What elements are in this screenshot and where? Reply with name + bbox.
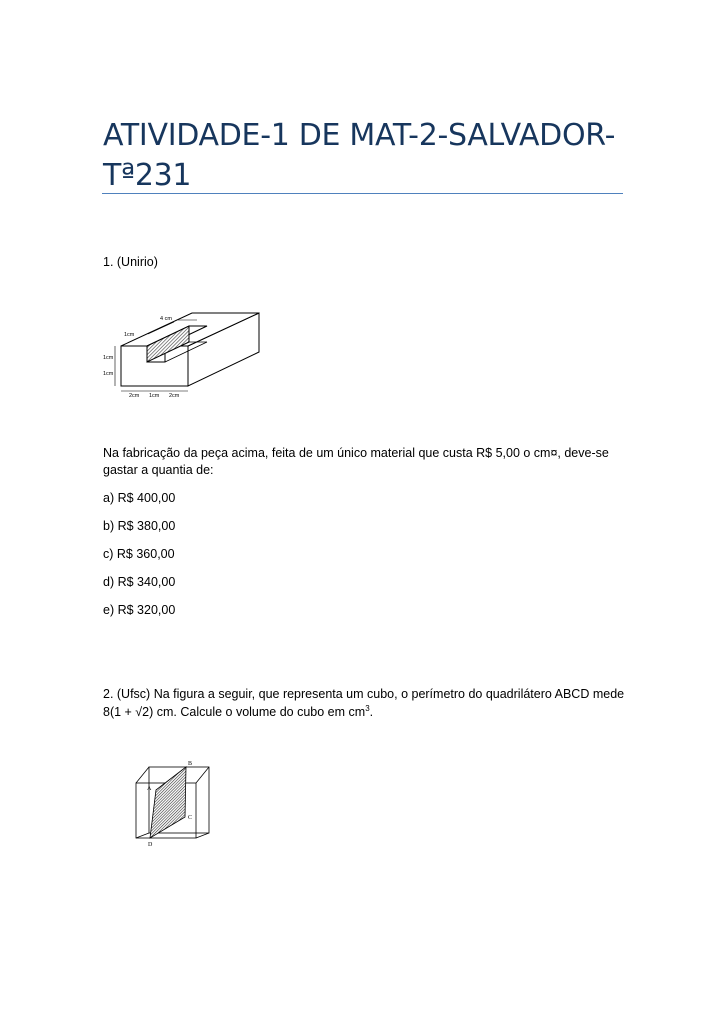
q1-option-c: c) R$ 360,00 bbox=[103, 547, 175, 561]
q1-label-height-lower: 1cm bbox=[103, 371, 114, 377]
title-underline bbox=[102, 193, 623, 194]
q1-label-base-right: 2cm bbox=[169, 393, 180, 399]
q2-statement-text: 8(1 + √2) cm. Calcule o volume do cubo em cm bbox=[103, 705, 366, 719]
q2-label-b: B bbox=[188, 761, 193, 767]
q1-figure-block bbox=[103, 308, 267, 400]
q1-label-base-mid: 1cm bbox=[149, 393, 160, 399]
q2-statement-line2 bbox=[103, 703, 373, 721]
q1-label-base-left: 2cm bbox=[129, 393, 140, 399]
q2-statement-end: . bbox=[369, 705, 374, 719]
q2-label-d: D bbox=[148, 842, 153, 848]
q1-label-depth: 1cm bbox=[124, 332, 135, 338]
q1-header: 1. (Unirio) bbox=[103, 255, 158, 269]
q2-statement-line1: 2. (Ufsc) Na figura a seguir, que representa um cubo, o perímetro do quadrilátero ABCD mede bbox=[103, 687, 625, 701]
q1-label-top: 4 cm bbox=[160, 316, 172, 322]
q1-option-e: e) R$ 320,00 bbox=[103, 603, 176, 617]
q1-option-d: d) R$ 340,00 bbox=[103, 575, 176, 589]
q2-figure-cube bbox=[128, 755, 218, 851]
q2-label-a: A bbox=[147, 786, 152, 792]
q2-superscript: 3 bbox=[365, 703, 370, 713]
q2-label-c: C bbox=[188, 815, 193, 821]
q1-statement-line2: gastar a quantia de: bbox=[103, 463, 214, 477]
page-title: ATIVIDADE-1 DE MAT-2-SALVADOR-Tª231 bbox=[103, 118, 616, 193]
q1-option-b: b) R$ 380,00 bbox=[103, 519, 176, 533]
q1-statement-line1: Na fabricação da peça acima, feita de um único material que custa R$ 5,00 o cm¤, deve-se bbox=[103, 446, 609, 460]
q1-label-height-upper: 1cm bbox=[103, 355, 114, 361]
q1-option-a: a) R$ 400,00 bbox=[103, 491, 176, 505]
